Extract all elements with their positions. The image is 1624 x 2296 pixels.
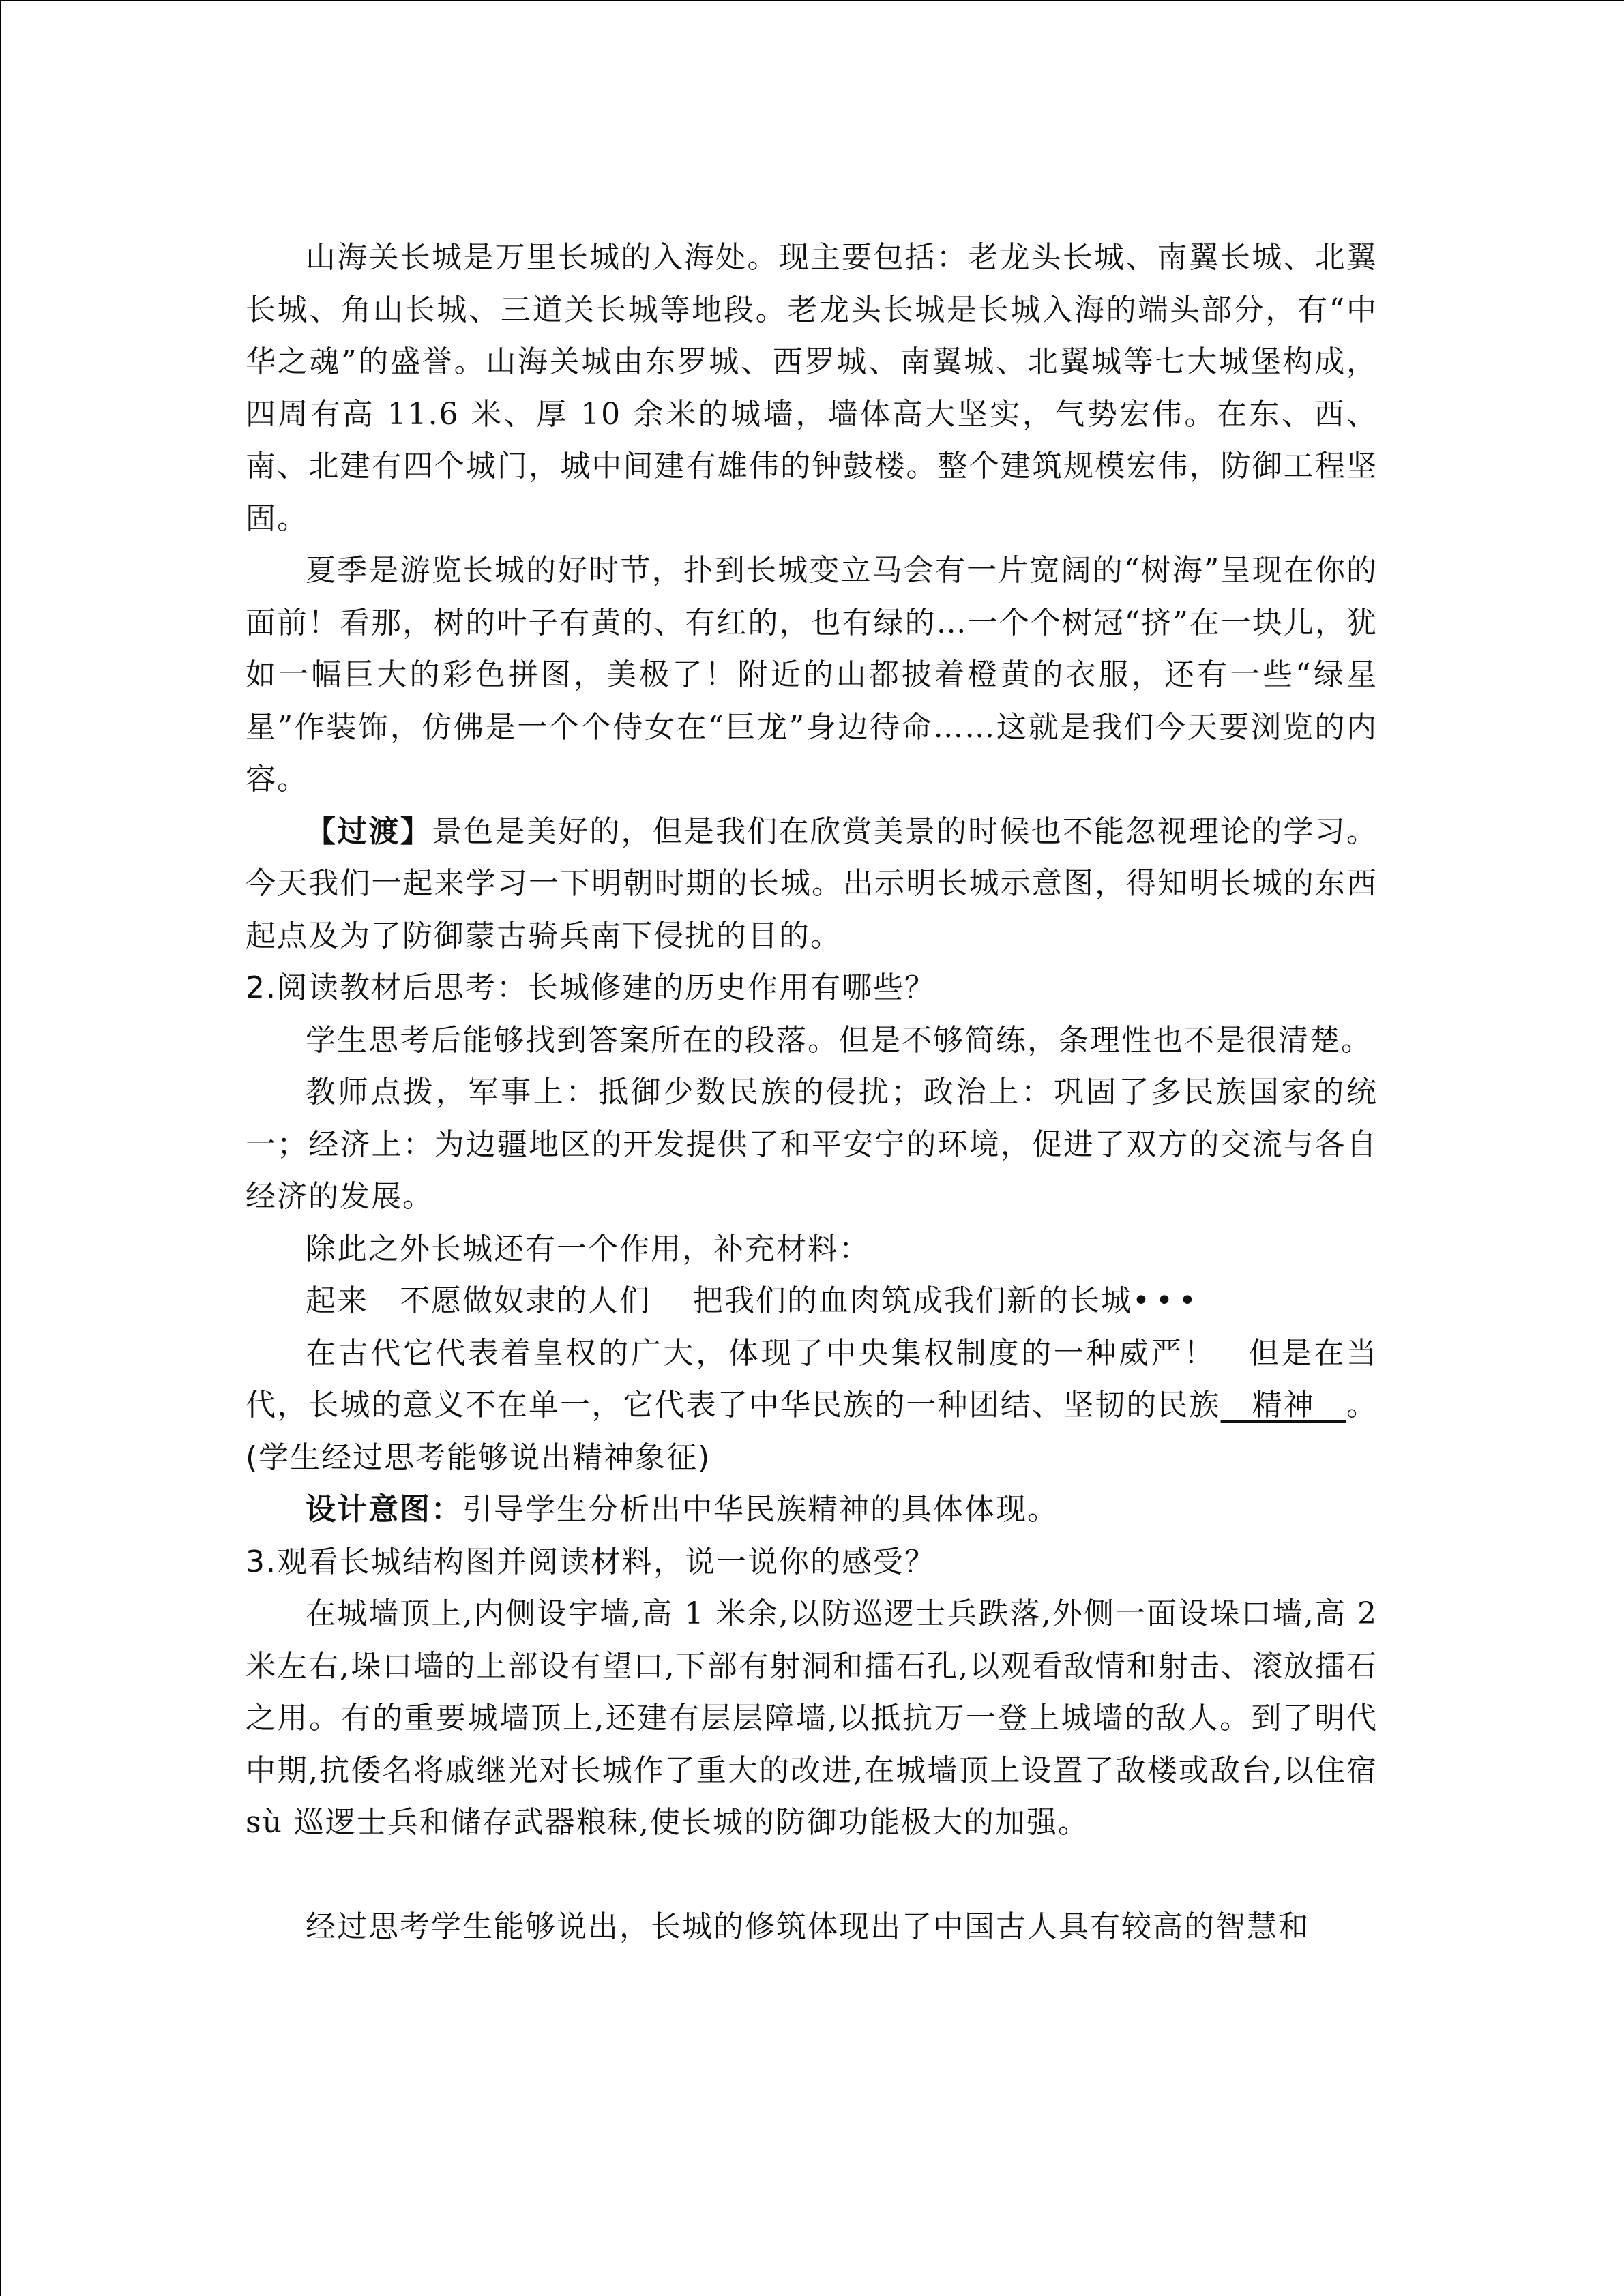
paragraph-transition [246, 806, 1378, 963]
transition-text: 景色是美好的，但是我们在欣赏美景的时候也不能忽视理论的学习。今天我们一起来学习一下明朝时期的长城。出示明长城示意图，得知明长城的东西起点及为了防御蒙古骑兵南下侵扰的目的。 [246, 814, 1378, 953]
spirit-text: 在古代它代表着皇权的广大，体现了中央集权制度的一种威严！ 但是在当代，长城的意义不在单一，它代表了中华民族的一种团结、坚韧的民族 [246, 1335, 1378, 1422]
paragraph-summer: 夏季是游览长城的好时节，扑到长城变立马会有一片宽阔的“树海”呈现在你的面前！看那，树的叶子有黄的、有红的，也有绿的…一个个树冠“挤”在一块儿，犹如一幅巨大的彩色拼图，美极了！附近的山都披着橙黄的衣服，还有一些“绿星星”作装饰，仿佛是一个个侍女在“巨龙”身边待命……这就是我们今天要浏览的内容。 [246, 553, 1378, 796]
paragraph-conclusion: 经过思考学生能够说出，长城的修筑体现出了中国古人具有较高的智慧和 [306, 1909, 1310, 1944]
question-3: 3.观看长城结构图并阅读材料，说一说你的感受？ [246, 1544, 936, 1579]
spirit-fill-blank: 精神 [1220, 1388, 1347, 1422]
design-intent-label: 设计意图： [306, 1492, 462, 1527]
transition-label: 【过渡】 [306, 814, 432, 849]
paragraph-student-thinking: 学生思考后能够找到答案所在的段落。但是不够简练，条理性也不是很清楚。 [306, 1022, 1372, 1058]
paragraph-shanhaiguan: 山海关长城是万里长城的入海处。现主要包括：老龙头长城、南翼长城、北翼长城、角山长城、三道关长城等地段。老龙头长城是长城入海的端头部分，有“中华之魂”的盛誉。山海关城由东罗城、西罗城、南翼城、北翼城等七大城堡构成，四周有高 11.6 米、厚 10 余米的城墙，墙体高大坚实，气势宏伟。在东、西、南、北建有四个城门，城中间建有雄伟的钟鼓楼。整个建筑规模宏伟，防御工程坚固。 [246, 240, 1378, 536]
question-2: 2.阅读教材后思考：长城修建的历史作用有哪些？ [246, 970, 936, 1005]
paragraph-anthem-lyrics [246, 1275, 1378, 1328]
paragraph-supplement: 除此之外长城还有一个作用，补充材料： [306, 1231, 870, 1266]
document-body [246, 232, 1378, 1953]
paragraph-spirit [246, 1328, 1378, 1485]
design-intent-text: 引导学生分析出中华民族精神的具体体现。 [462, 1492, 1059, 1527]
paragraph-teacher-guidance: 教师点拨，军事上：抵御少数民族的侵扰；政治上：巩固了多民族国家的统一；经济上：为边疆地区的开发提供了和平安宁的环境，促进了双方的交流与各自经济的发展。 [246, 1075, 1378, 1214]
paragraph-design-intent [246, 1484, 1378, 1536]
anthem-lyrics-text: 起来 不愿做奴隶的人们 把我们的血肉筑成我们新的长城 [306, 1283, 1132, 1318]
ellipsis-dots: ••• [1132, 1283, 1202, 1318]
paragraph-wall-structure: 在城墙顶上,内侧设宇墙,高 1 米余,以防巡逻士兵跌落,外侧一面设垛口墙,高 2 米左右,垛口墙的上部设有望口,下部有射洞和擂石孔,以观看敌情和射击、滚放擂石之用。有的重要城墙顶上,还建有层层障墙,以抵抗万一登上城墙的敌人。到了明代中期,抗倭名将戚继光对长城作了重大的改进,在城墙顶上设置了敌楼或敌台,以住宿 sù 巡逻士兵和储存武器粮秣,使长城的防御功能极大的加强。 [246, 1596, 1378, 1840]
blank-line [246, 1849, 1378, 1901]
spirit-note: 。(学生经过思考能够说出精神象征) [246, 1388, 1378, 1475]
